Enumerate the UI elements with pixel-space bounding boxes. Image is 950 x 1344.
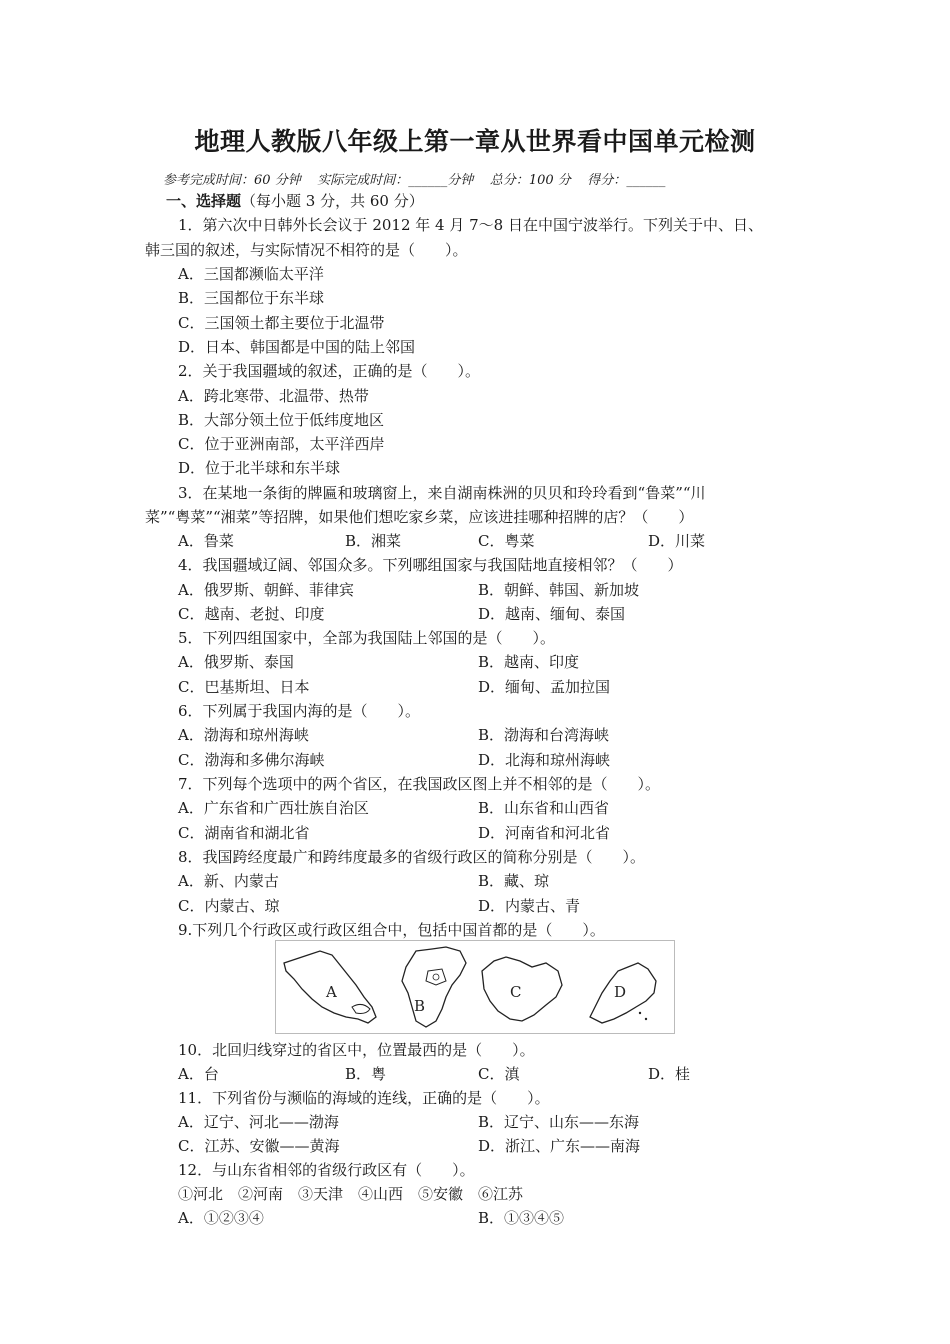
score-label: 得分： <box>587 173 627 188</box>
question-7-option-a: A．广东省和广西壮族自治区 <box>178 799 369 817</box>
section-note: （每小题 3 分，共 60 分） <box>241 192 424 210</box>
ref-time-label: 参考完成时间： <box>163 173 255 188</box>
actual-time-label: 实际完成时间： <box>317 173 409 188</box>
question-12-option-a: A．①②③④ <box>178 1209 264 1227</box>
question-5-option-a: A．俄罗斯、泰国 <box>178 653 294 671</box>
question-8-option-d: D．内蒙古、青 <box>478 897 581 915</box>
question-10-option-b: B．粤 <box>345 1065 387 1083</box>
question-1-option-c: C．三国领土都主要位于北温带 <box>178 314 385 332</box>
province-outline-c <box>482 957 562 1021</box>
question-4-option-b: B．朝鲜、韩国、新加坡 <box>478 581 640 599</box>
question-7-option-b: B．山东省和山西省 <box>478 799 610 817</box>
section-title: 一、选择题 <box>166 192 242 210</box>
question-10: 10．北回归线穿过的省区中，位置最西的是（ ）。 <box>178 1041 535 1059</box>
question-9: 9.下列几个行政区或行政区组合中，包括中国首都的是（ ）。 <box>178 921 605 939</box>
question-5-option-d: D．缅甸、孟加拉国 <box>478 678 611 696</box>
question-2-option-c: C．位于亚洲南部，太平洋西岸 <box>178 435 385 453</box>
question-1-line-1: 1．第六次中日韩外长会议于 2012 年 4 月 7～8 日在中国宁波举行。下列关于中、日、 <box>178 216 763 234</box>
province-outline-b <box>402 947 466 1027</box>
map-label-c: C <box>510 983 522 1001</box>
question-11-option-d: D．浙江、广东——南海 <box>478 1137 641 1155</box>
question-1-line-2: 韩三国的叙述，与实际情况不相符的是（ ）。 <box>145 241 468 259</box>
question-8-option-a: A．新、内蒙古 <box>178 872 279 890</box>
question-4-option-c: C．越南、老挝、印度 <box>178 605 325 623</box>
ref-time-value: 60 分钟 <box>254 173 301 188</box>
question-3-option-c: C．粤菜 <box>478 532 535 550</box>
map-label-b: B <box>414 997 426 1015</box>
question-8: 8．我国跨经度最广和跨纬度最多的省级行政区的简称分别是（ ）。 <box>178 848 646 866</box>
question-10-option-c: C．滇 <box>478 1065 520 1083</box>
question-7: 7．下列每个选项中的两个省区，在我国政区图上并不相邻的是（ ）。 <box>178 775 661 793</box>
question-4-option-d: D．越南、缅甸、泰国 <box>478 605 626 623</box>
section-heading <box>166 190 424 211</box>
score-blank: ______ <box>626 173 666 188</box>
question-8-option-b: B．藏、琼 <box>478 872 550 890</box>
question-12: 12．与山东省相邻的省级行政区有（ ）。 <box>178 1161 475 1179</box>
question-3-line-1: 3．在某地一条街的牌匾和玻璃窗上，来自湖南株洲的贝贝和玲玲看到“鲁菜”“川 <box>178 484 706 502</box>
question-12-option-b: B．①③④⑤ <box>478 1209 565 1227</box>
question-12-items: ①河北 ②河南 ③天津 ④山西 ⑤安徽 ⑥江苏 <box>178 1185 524 1203</box>
question-3-option-b: B．湘菜 <box>345 532 402 550</box>
question-2-option-a: A．跨北寒带、北温带、热带 <box>178 387 369 405</box>
question-6-option-d: D．北海和琼州海峡 <box>478 751 611 769</box>
question-2-option-d: D．位于北半球和东半球 <box>178 459 341 477</box>
map-label-a: A <box>326 983 337 1001</box>
question-3-line-2: 菜”“粤菜”“湘菜”等招牌，如果他们想吃家乡菜，应该进挂哪种招牌的店？（ ） <box>145 508 694 526</box>
question-1-option-d: D．日本、韩国都是中国的陆上邻国 <box>178 338 416 356</box>
province-outline-figure <box>275 940 675 1034</box>
question-4-option-a: A．俄罗斯、朝鲜、菲律宾 <box>178 581 354 599</box>
total-value: 100 分 <box>528 173 571 188</box>
question-5-option-b: B．越南、印度 <box>478 653 580 671</box>
question-11-option-a: A．辽宁、河北——渤海 <box>178 1113 339 1131</box>
question-3-option-d: D．川菜 <box>648 532 706 550</box>
question-10-option-d: D．桂 <box>648 1065 691 1083</box>
province-outline-svg <box>276 941 674 1033</box>
question-11: 11．下列省份与濒临的海域的连线，正确的是（ ）。 <box>178 1089 550 1107</box>
actual-time-blank: ______分钟 <box>408 173 474 188</box>
page-title: 地理人教版八年级上第一章从世界看中国单元检测 <box>194 127 756 156</box>
question-11-option-c: C．江苏、安徽——黄海 <box>178 1137 340 1155</box>
question-2-option-b: B．大部分领土位于低纬度地区 <box>178 411 385 429</box>
question-1-option-b: B．三国都位于东半球 <box>178 289 325 307</box>
question-10-option-a: A．台 <box>178 1065 219 1083</box>
question-6-option-a: A．渤海和琼州海峡 <box>178 726 309 744</box>
question-11-option-b: B．辽宁、山东——东海 <box>478 1113 640 1131</box>
question-3-option-a: A．鲁菜 <box>178 532 234 550</box>
question-7-option-c: C．湖南省和湖北省 <box>178 824 310 842</box>
question-5-option-c: C．巴基斯坦、日本 <box>178 678 310 696</box>
question-8-option-c: C．内蒙古、琼 <box>178 897 280 915</box>
question-1-option-a: A．三国都濒临太平洋 <box>178 265 324 283</box>
question-6: 6．下列属于我国内海的是（ ）。 <box>178 702 421 720</box>
map-label-d: D <box>614 983 627 1001</box>
exam-meta-line <box>163 169 665 188</box>
question-6-option-b: B．渤海和台湾海峡 <box>478 726 610 744</box>
total-label: 总分： <box>489 173 529 188</box>
question-5: 5．下列四组国家中，全部为我国陆上邻国的是（ ）。 <box>178 629 556 647</box>
question-2: 2．关于我国疆域的叙述，正确的是（ ）。 <box>178 362 481 380</box>
question-7-option-d: D．河南省和河北省 <box>478 824 611 842</box>
question-4: 4．我国疆域辽阔、邻国众多。下列哪组国家与我国陆地直接相邻？（ ） <box>178 556 683 574</box>
question-6-option-c: C．渤海和多佛尔海峡 <box>178 751 325 769</box>
